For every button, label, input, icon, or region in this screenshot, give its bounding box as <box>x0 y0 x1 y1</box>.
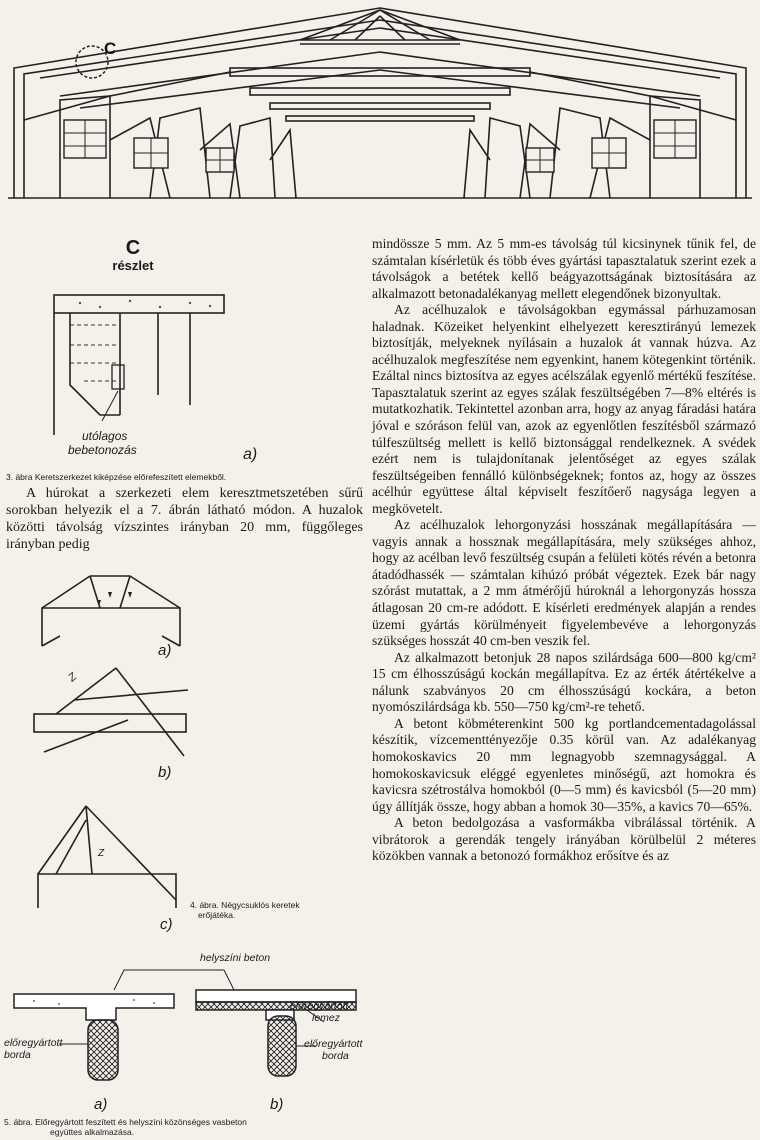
frame-diagram-b <box>28 660 208 760</box>
detail-title-word: részlet <box>112 258 154 273</box>
right-column-text <box>372 236 756 865</box>
label-borda-a-line1: előregyártott <box>4 1037 63 1049</box>
callout-label <box>68 429 137 457</box>
panel-label-3a: a) <box>243 446 258 463</box>
panel-label-4b: b) <box>158 764 172 781</box>
label-helyszini-beton: helyszíni beton <box>200 952 271 964</box>
detail-title <box>98 238 168 273</box>
figure3-caption: 3. ábra Keretszerkezet kiképzése előrefeszített elemekből. <box>6 472 227 482</box>
figure4-caption <box>190 900 300 920</box>
section-diagram-5 <box>4 950 364 1110</box>
detail-marker: C <box>104 39 117 58</box>
z-label-b: Z <box>66 670 80 685</box>
frame-diagram-a <box>30 566 200 650</box>
figure5-caption-line2: együttes alkalmazása. <box>50 1127 135 1137</box>
right-paragraph-4: Az alkalmazott betonjuk 28 napos szilárdsága 600—800 kg/cm² 15 cm élhosszúságú kockán megállapítva. Ez az érték átértékelve a nálunk szabványos 20 cm élhosszúságú kockára, a beton nyomószilárdsága kb. 550—750 kg/cm²-re tehető. <box>372 649 756 715</box>
label-lemez <box>290 1000 348 1024</box>
left-paragraph: A húrokat a szerkezeti elem keresztmetszetében sűrű sorokban helyezik el a 7. ábrán látható módon. A huzalok közötti távolság vízszintes irányban 20 mm, függőleges irányban pedig <box>6 486 363 552</box>
frame-diagram-c <box>26 800 196 912</box>
right-paragraph-2: Az acélhuzalok e távolságokban egymással párhuzamosan haladnak. Közeiket helyenkint elhelyezett keresztirányú lemezek biztosítják, melyeknek nyílásain a huzalok át vannak húzva. Az acélhuzalok megfeszítése nem egyenkint, hanem kötegenkint történik. Ezáltal nincs biztosítva az egyes acélszálak egyenlő mértékű feszítése. Tapasztalatuk szerint az egyes szálak feszültségében 7—8% eltérés is mutatkozhatik. Tekintettel azonban arra, hogy az anyag fáradási határa jóval e szóráson felül van, azok az egyenlőtlen feszítésből származó túlfeszültség mellett is kellő biztonsággal rendelkeznek. A svédek ezért nem is tulajdonítanak jelentőséget az egyes szálak feszültségeiben fennálló különbségeknek; fontos az, hogy az összes acélhúr együttese által képviselt feszítőerő nagysága legyen a megkövetelt. <box>372 302 756 516</box>
label-borda-b-line2: borda <box>322 1050 349 1062</box>
panel-label-4c: c) <box>160 916 173 933</box>
left-column-text <box>6 485 363 553</box>
figure4-caption-line2: erőjátéka. <box>198 910 236 920</box>
detail-title-letter: C <box>125 237 141 259</box>
figure5-caption <box>4 1117 364 1137</box>
callout-line-1: utólagos <box>82 429 128 443</box>
right-paragraph-1: mindössze 5 mm. Az 5 mm-es távolság túl kicsinynek tűnik fel, de számtalan kísérletük és több éves gyártási tapasztalatuk szerint ezek a távolságok a betétek kellő beágyazottságának biztosítására az alkalmazott betonadalékanyag mellett elegendőnek bizonyultak. <box>372 236 756 301</box>
panel-label-5a: a) <box>94 1096 108 1113</box>
callout-line-2: bebetonozás <box>68 443 137 457</box>
z-label-c: Z <box>98 848 105 859</box>
figure5-caption-line1: 5. ábra. Előregyártott feszített és helyszíni közönséges vasbeton <box>4 1117 247 1127</box>
panel-label-4a: a) <box>158 642 172 659</box>
label-lemez-line2: lemez <box>312 1012 341 1024</box>
panel-label-5b: b) <box>270 1096 284 1113</box>
figure4-caption-line1: 4. ábra. Négycsuklós keretek <box>190 900 300 910</box>
right-paragraph-3: Az acélhuzalok lehorgonyzási hosszának megállapítására — vagyis annak a hossznak megállapítására, mely szükséges ahhoz, hogy az acélban levő feszültség csupán a felületi kötés révén a betonra átadódhassék — számtalan kihúzó próbát végeztek. Ezek bár nagy szórást mutattak, a 2 mm átmérőjű húroknál a lehorgonyzás hossza átlagosan 20 cm-re adódott. E kísérleti eredmények alapján a rendes üzemi gyártás körülményeit figyelembevéve a lehorgonyzás szükséges hosszát 40 cm-ben veszik fel. <box>372 517 756 649</box>
right-paragraph-6: A beton bedolgozása a vasformákba vibrálással történik. A vibrátorok a gerendák tengely irányában körülbelül 2 méteres közökben vannak a betonozó formákhoz erősítve és az <box>372 815 756 864</box>
right-paragraph-5: A betont köbméterenkint 500 kg portlandcementadagolással készítik, vízcementtényezője 0.35 körül van. Az adalékanyag homokoskavics 20 mm legnagyobb szemnagysággal. A homokoskavicsuk eléggé egyenletes minőségű, azt homokra és kavicsra szétrostálva homokból (0—5 mm) és kavicsból (5—20 mm) úgy állítják össze, hogy abban a homok 30—35%, a kavics 70—65%. <box>372 715 756 814</box>
label-borda-b-line1: előregyártott <box>304 1038 363 1050</box>
label-borda-b <box>304 1038 362 1062</box>
hall-perspective-drawing <box>0 0 760 215</box>
label-borda-a <box>4 1037 62 1061</box>
label-lemez-line1: előregyártott <box>290 1000 349 1012</box>
label-borda-a-line2: borda <box>4 1049 31 1061</box>
